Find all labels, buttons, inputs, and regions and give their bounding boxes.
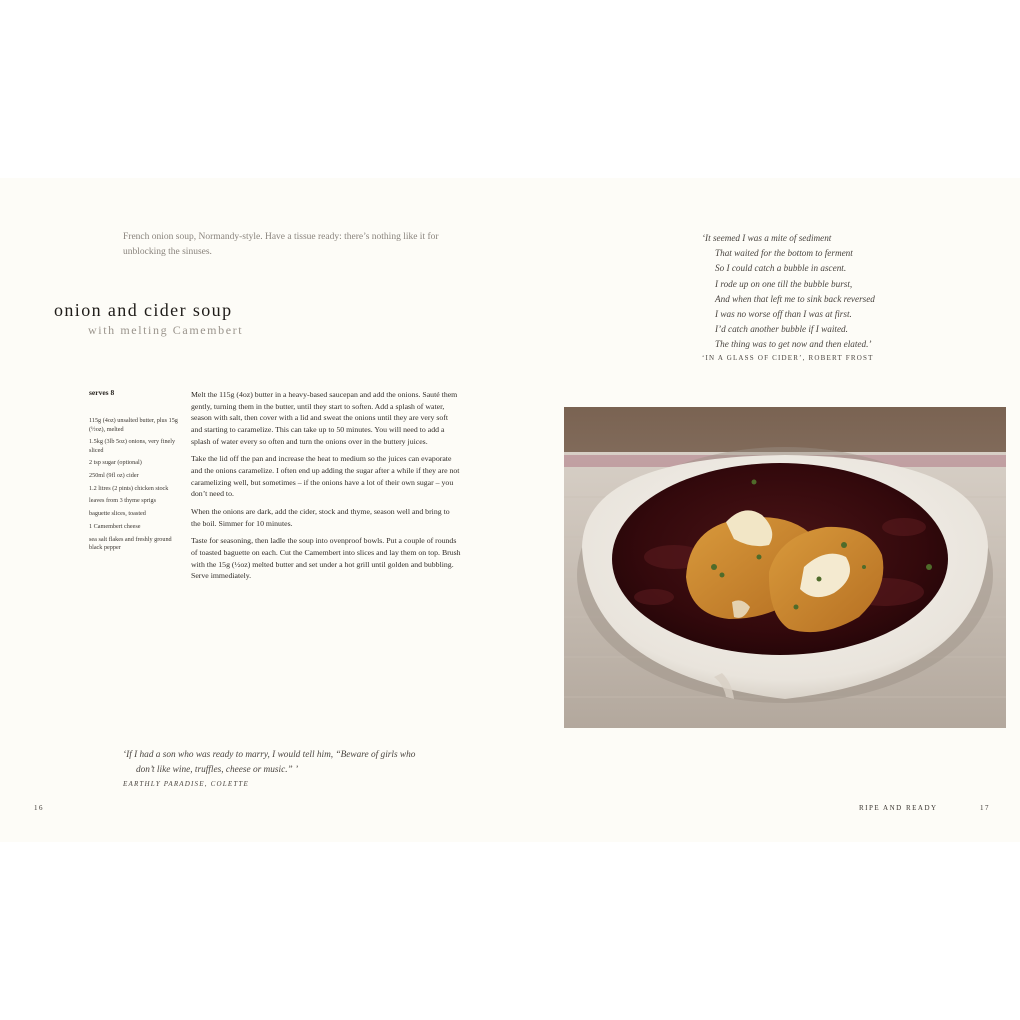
poem-line: I was no worse off than I was at first. (715, 309, 852, 320)
poem-line: I’d catch another bubble if I waited. (715, 324, 848, 335)
ingredient-item: 2 tsp sugar (optional) (89, 459, 142, 467)
page-number-right: 17 (980, 804, 990, 812)
poem-line: The thing was to get now and then elated.’ (715, 339, 872, 350)
colette-attribution: EARTHLY PARADISE, COLETTE (123, 780, 249, 788)
poem-line: So I could catch a bubble in ascent. (715, 263, 847, 274)
ingredient-item: 115g (4oz) unsalted butter, plus 15g (½oz), melted (89, 417, 178, 433)
running-head: RIPE AND READY (859, 804, 938, 812)
soup-bowl-illustration (564, 407, 1006, 728)
ingredient-item: 1 Camembert cheese (89, 522, 141, 530)
recipe-intro: French onion soup, Normandy-style. Have a tissue ready: there’s nothing like it for unblocking the sinuses. (123, 232, 439, 257)
frost-attribution: ‘IN A GLASS OF CIDER’, ROBERT FROST (702, 354, 874, 362)
ingredient-item: leaves from 3 thyme sprigs (89, 497, 157, 505)
method-paragraph: When the onions are dark, add the cider, stock and thyme, season well and bring to the boil. Simmer for 10 minutes. (191, 506, 450, 528)
ingredient-item: baguette slices, toasted (89, 510, 146, 518)
ingredient-item: 1.5kg (3lb 5oz) onions, very finely sliced (89, 438, 176, 454)
method-text (191, 389, 461, 588)
ingredient-item: 1.2 litres (2 pints) chicken stock (89, 484, 169, 492)
poem-line: I rode up on one till the bubble burst, (715, 278, 853, 289)
ingredient-list (89, 417, 185, 557)
frost-poem (702, 231, 1002, 353)
method-paragraph: Take the lid off the pan and increase the heat to medium so the juices can evaporate and the onions caramelize. I often end up adding the sugar after a while if they are not caramelizing well, but sometimes – if the onions have a lot of their own sugar – you don’t need to. (191, 454, 460, 499)
poem-line: And when that left me to sink back reversed (715, 293, 875, 304)
poem-line: ‘It seemed I was a mite of sediment (702, 233, 832, 243)
colette-quote (123, 748, 468, 778)
method-paragraph: Melt the 115g (4oz) butter in a heavy-based saucepan and add the onions. Sauté them gently, turning them in the butter, until they start to soften. Add a splash of water, season with salt, then cover with a lid and sweat the onions until they are very soft and starting to caramelize. This can take up to 50 minutes. You will need to add a splash of water every so often and turn the onions over in the buttery juices. (191, 390, 458, 446)
page-number-left: 16 (34, 804, 44, 812)
quote-line: don’t like wine, truffles, cheese or music.” ’ (136, 765, 299, 775)
soup-bowl-photo (564, 407, 1006, 728)
ingredient-item: sea salt flakes and freshly ground black pepper (89, 535, 172, 551)
poem-line: That waited for the bottom to ferment (715, 248, 853, 259)
quote-line: ‘If I had a son who was ready to marry, I would tell him, “Beware of girls who (123, 750, 416, 760)
recipe-title: onion and cider soup (54, 300, 233, 320)
recipe-subtitle: with melting Camembert (88, 323, 244, 337)
method-paragraph: Taste for seasoning, then ladle the soup into ovenproof bowls. Put a couple of rounds of toasted baguette on each. Cut the Camembert into slices and lay them on top. Brush with the 15g (½oz) melted butter and set under a hot grill until golden and bubbling. Serve immediately. (191, 536, 461, 581)
ingredient-item: 250ml (9fl oz) cider (89, 472, 139, 480)
serves-label: serves 8 (89, 388, 115, 397)
